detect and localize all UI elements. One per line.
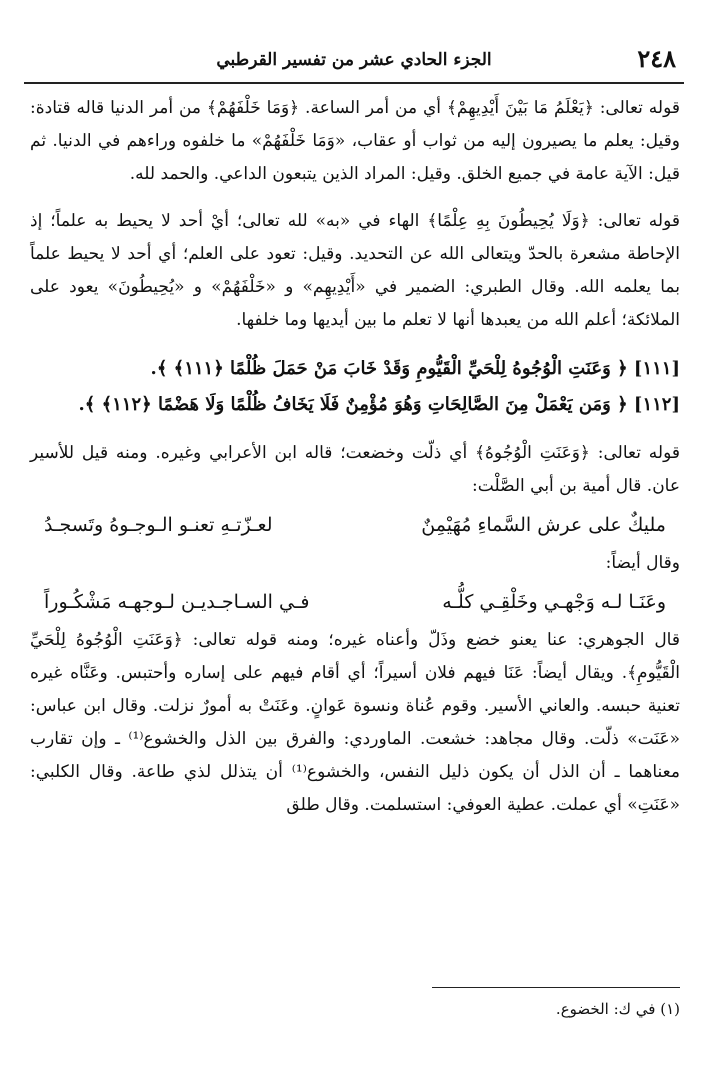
footnote: (١) في ك: الخضوع. xyxy=(555,1000,680,1018)
verse-second-hemistich: فـي السـاجـديـن لـوجهـه مَشْكُـوراً xyxy=(44,591,310,613)
paragraph: قوله تعالى: ﴿وَلَا يُحِيطُونَ بِهِ عِلْمًا﴾ الهاء في «به» لله تعالى؛ أيْ أحد لا يحيط به علماً؛ إذ الإحاطة مشعرة بالحدّ ويتعالى الله عن التحديد. وقيل: تعود على العلم؛ أي أحد لا يحيط علماً بما يعلمه الله. وقال الطبري: الضمير في «أَيْدِيهِم» و «خَلْفَهُمْ» و «يُحِيطُونَ» يعود على الملائكة؛ أعلم الله من يعبدها أنها لا تعلم ما بين أيديها وما خلفها. xyxy=(30,211,680,330)
running-title: الجزء الحادي عشر من تفسير القرطبي xyxy=(216,50,492,70)
poetry-verse xyxy=(30,503,680,547)
poetry-verse xyxy=(30,580,680,624)
quran-verse-111: [١١١] ﴿ وَعَنَتِ الْوُجُوهُ لِلْحَيِّ الْقَيُّومِ وَقَدْ خَابَ مَنْ حَمَلَ ظُلْمًا ﴿١١١﴾ ﴾. xyxy=(150,358,680,379)
quran-verse-112: [١١٢] ﴿ وَمَن يَعْمَلْ مِنَ الصَّالِحَاتِ وَهُوَ مُؤْمِنٌ فَلَا يَخَافُ ظُلْمًا وَلَا هَضْمًا ﴿١١٢﴾ ﴾. xyxy=(78,394,680,415)
verse-second-hemistich: لعـزّتـهِ تعنـو الـوجـوهُ وتَسجـدُ xyxy=(44,514,273,536)
paragraph: وقال أيضاً: xyxy=(605,553,680,573)
paragraph: قوله تعالى: ﴿يَعْلَمُ مَا بَيْنَ أَيْدِيهِمْ﴾ أي من أمر الساعة. ﴿وَمَا خَلْفَهُمْ﴾ من أمر الدنيا قاله قتادة: وقيل: يعلم ما يصيرون إليه من ثواب أو عقاب، «وَمَا خَلْفَهُمْ» ما خلفوه وراءهم في الدنيا. ثم قيل: الآية عامة في جميع الخلق. وقيل: المراد الذين يتبعون الداعي. والحمد لله. xyxy=(30,98,680,184)
verse-first-hemistich: وعَنَـا لـه وَجْهـي وخَلْقِـي كلُّـه xyxy=(442,591,666,613)
paragraph: قوله تعالى: ﴿وَعَنَتِ الْوُجُوهُ﴾ أي ذلّت وخضعت؛ قاله ابن الأعرابي وغيره. ومنه قيل للأسير عان. قال أمية بن أبي الصَّلْت: xyxy=(30,443,680,496)
paragraph: قال الجوهري: عنا يعنو خضع وذَلّ وأعناه غيره؛ ومنه قوله تعالى: ﴿وَعَنَتِ الْوُجُوهُ لِلْحَيِّ الْقَيُّومِ﴾. ويقال أيضاً: عَنَا فيهم فلان أسيراً؛ أي أقام فيهم على إساره وأحتبس. وعَنَّاه غيره تعنية حبسه. والعاني الأسير. وقوم عُناة ونسوة عَوانٍ. وعَنَتْ به أمورٌ نزلت. وقال ابن عباس: «عَنَت» ذلّت. وقال مجاهد: خشعت. الماوردي: والفرق بين الذل والخشوع⁽¹⁾ ـ وإن تقارب معناهما ـ أن الذل أن يكون ذليل النفس، والخشوع⁽¹⁾ أن يتذلل لذي طاعة. وقال الكلبي: «عَنَتِ» أي عملت. عطية العوفي: استسلمت. وقال طلق xyxy=(30,630,680,815)
page-body xyxy=(30,92,680,822)
footnote-divider xyxy=(432,987,680,988)
page-header xyxy=(24,42,684,84)
verse-first-hemistich: مليكٌ على عرش السَّماءِ مُهَيْمِنٌ xyxy=(421,514,666,536)
page-number: ٢٤٨ xyxy=(637,44,676,73)
